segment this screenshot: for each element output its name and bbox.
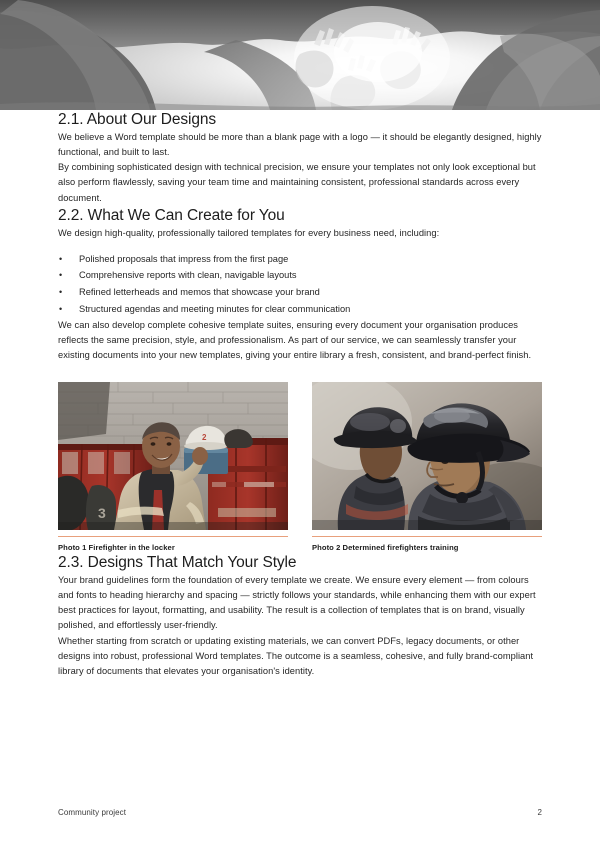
- photo-2-caption: Photo 2 Determined firefighters training: [312, 543, 459, 552]
- photo-1-image: [58, 382, 288, 530]
- document-content: [58, 110, 542, 679]
- section-2-3-paragraph-1: Your brand guidelines form the foundation of every template we create. We ensure every element — from colours and fonts to heading hierarchy and spacing — strictly follows your standards, while enhancing them with our expert best practices for layout, formatting, and usability. The result is a collection of templates that is on brand, visually polished, and effortlessly user-friendly.: [58, 575, 536, 631]
- banner-illustration: [0, 0, 600, 110]
- figure-photo-2: [312, 382, 542, 554]
- bullet-icon: •: [59, 303, 63, 314]
- figure-row: [58, 382, 542, 554]
- bullet-icon: •: [59, 253, 63, 264]
- list-item: [58, 285, 542, 300]
- section-2-1-paragraph-2: By combining sophisticated design with technical precision, we ensure your templates not only look exceptional but also perform flawlessly, saving your team time and maintaining consistent, professional standards across every document.: [58, 162, 536, 203]
- list-item-label: Refined letterheads and memos that showcase your brand: [79, 287, 320, 298]
- svg-text:2: 2: [202, 432, 207, 442]
- list-item: [58, 302, 542, 317]
- services-bullet-list: [58, 252, 542, 317]
- section-2-2-closing: We can also develop complete cohesive template suites, ensuring every document your organisation produces reflects the same precision, style, and professionalism. As part of our service, we can seamlessly transfer your existing documents into your new templates, giving your entire library a fresh, consistent, and brand-perfect finish.: [58, 320, 532, 361]
- page-footer: [58, 808, 542, 817]
- figure-photo-1: [58, 382, 288, 554]
- list-item: [58, 252, 542, 267]
- photo-1-caption: Photo 1 Firefighter in the locker: [58, 543, 175, 552]
- list-item-label: Polished proposals that impress from the first page: [79, 253, 289, 264]
- photo-2-caption-rule: [312, 536, 542, 538]
- section-2-3-paragraph-2: Whether starting from scratch or updating existing materials, we can convert PDFs, legacy documents, or other designs into robust, professional Word templates. The outcome is a seamless, cohesive, and fully brand-compliant library of documents that elevates your organisation's identity.: [58, 635, 534, 676]
- section-heading-2-1: 2.1. About Our Designs: [58, 111, 217, 128]
- photo-2-image: [312, 382, 542, 530]
- svg-text:3: 3: [98, 504, 106, 521]
- bullet-icon: •: [59, 287, 63, 298]
- list-item: [58, 268, 542, 283]
- firefighter-locker-illustration: [58, 382, 288, 530]
- footer-label: Community project: [58, 808, 127, 817]
- section-heading-2-2: 2.2. What We Can Create for You: [58, 206, 285, 224]
- footer-page-number: 2: [537, 808, 542, 817]
- header-banner-image: [0, 0, 600, 110]
- firefighters-training-illustration: [312, 382, 542, 530]
- list-item-label: Comprehensive reports with clean, navigable layouts: [79, 270, 297, 281]
- list-item-label: Structured agendas and meeting minutes for clear communication: [79, 303, 351, 314]
- section-2-2-intro: We design high-quality, professionally tailored templates for every business need, including:: [58, 227, 440, 238]
- section-2-1-paragraph-1: We believe a Word template should be more than a blank page with a logo — it should be elegantly designed, highly functional, and built to last.: [58, 132, 542, 158]
- photo-1-caption-rule: [58, 536, 288, 538]
- section-heading-2-3: 2.3. Designs That Match Your Style: [58, 554, 297, 571]
- bullet-icon: •: [59, 270, 63, 281]
